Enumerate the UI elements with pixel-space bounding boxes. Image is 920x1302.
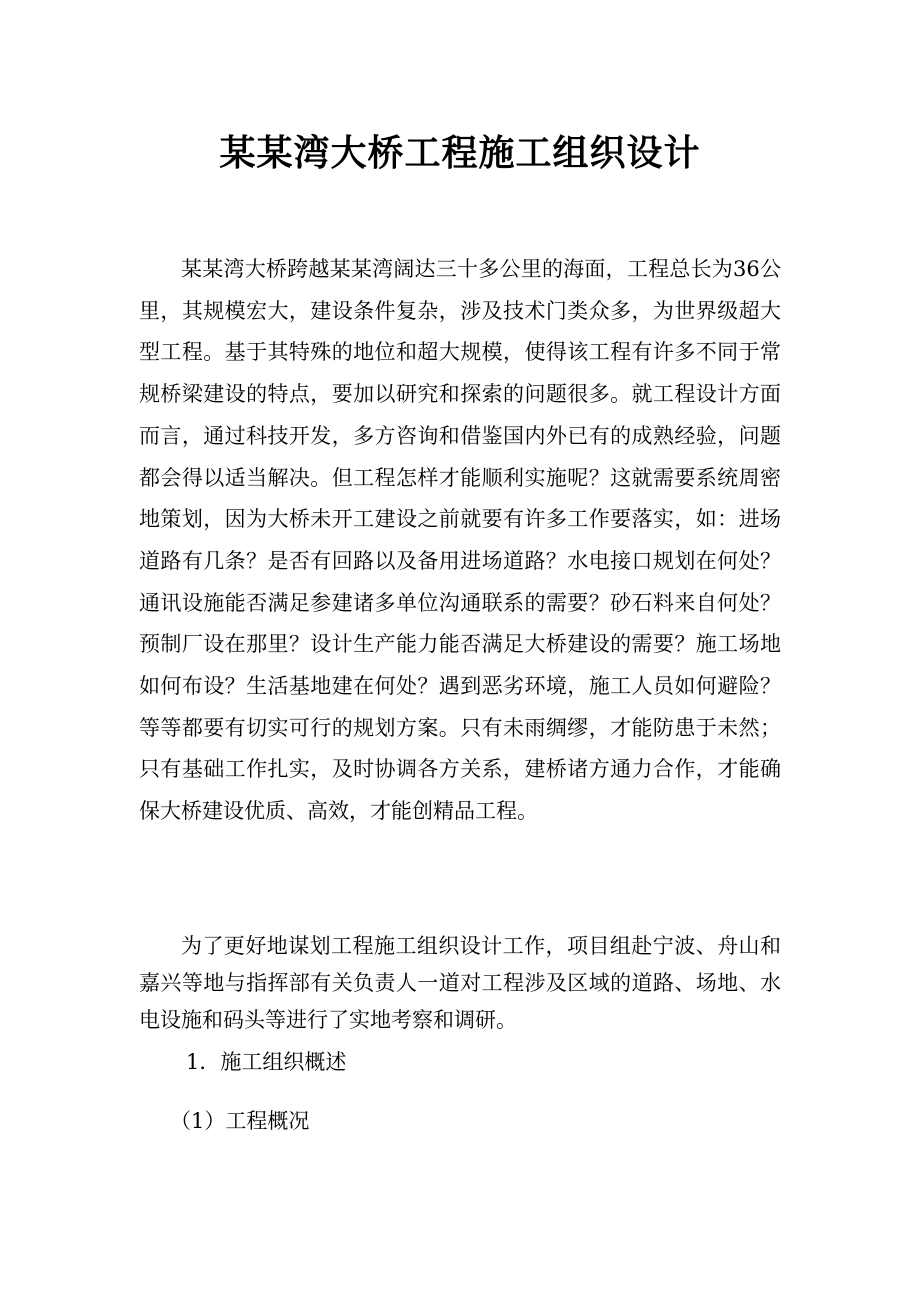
paragraph-intro: 某某湾大桥跨越某某湾阔达三十多公里的海面，工程总长为36公里，其规模宏大，建设条件复杂，涉及技术门类众多，为世界级超大型工程。基于其特殊的地位和超大规模，使得该工程有许多不同于常规桥梁建设的特点，要加以研究和探索的问题很多。就工程设计方面而言，通过科技开发，多方咨询和借鉴国内外已有的成熟经验，问题都会得以适当解决。但工程怎样才能顺利实施呢？这就需要系统周密地策划，因为大桥未开工建设之前就要有许多工作要落实，如：进场道路有几条？是否有回路以及备用进场道路？水电接口规划在何处？通讯设施能否满足参建诸多单位沟通联系的需要？砂石料来自何处？预制厂设在那里？设计生产能力能否满足大桥建设的需要？施工场地如何布设？生活基地建在何处？遇到恶劣环境，施工人员如何避险？等等都要有切实可行的规划方案。只有未雨绸缪，才能防患于未然；只有基础工作扎实，及时协调各方关系，建桥诸方通力合作，才能确保大桥建设优质、高效，才能创精品工程。: [139, 257, 781, 824]
section-heading: 1．施工组织概述: [186, 1050, 347, 1074]
subsection-heading: （1）工程概况: [170, 1109, 310, 1133]
paragraph-survey: 为了更好地谋划工程施工组织设计工作，项目组赴宁波、舟山和嘉兴等地与指挥部有关负责人一道对工程涉及区域的道路、场地、水电设施和码头等进行了实地考察和调研。: [139, 934, 781, 1032]
document-title: 某某湾大桥工程施工组织设计: [219, 133, 701, 174]
